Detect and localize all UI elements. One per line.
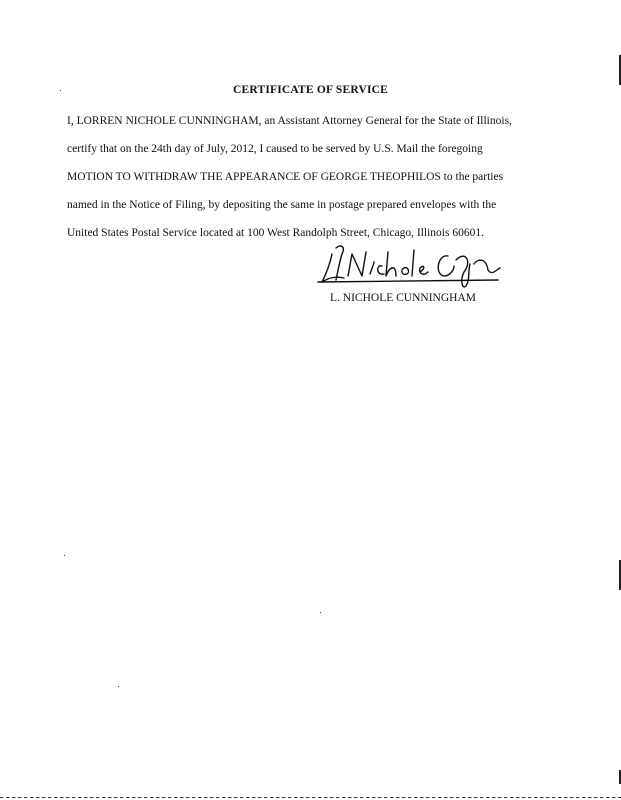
body-line-1: I, LORREN NICHOLE CUNNINGHAM, an Assistant Attorney General for the State of Illinois, [67, 115, 512, 127]
certificate-title: CERTIFICATE OF SERVICE [232, 84, 389, 96]
handwritten-signature [310, 240, 510, 290]
scan-speck [118, 686, 119, 687]
scan-speck [320, 612, 321, 613]
body-line-3: MOTION TO WITHDRAW THE APPEARANCE OF GEORGE THEOPHILOS to the parties [67, 171, 504, 183]
body-line-2: certify that on the 24th day of July, 2012, I caused to be served by U.S. Mail the foregoing [67, 143, 483, 155]
body-line-5: United States Postal Service located at 100 West Randolph Street, Chicago, Illinois 60601. [67, 227, 484, 239]
scan-bottom-edge [0, 797, 621, 798]
signatory-name: L. NICHOLE CUNNINGHAM [330, 292, 476, 304]
scan-speck [64, 555, 65, 556]
body-line-4: named in the Notice of Filing, by depositing the same in postage prepared envelopes with the [67, 199, 497, 211]
scan-speck [60, 90, 61, 91]
